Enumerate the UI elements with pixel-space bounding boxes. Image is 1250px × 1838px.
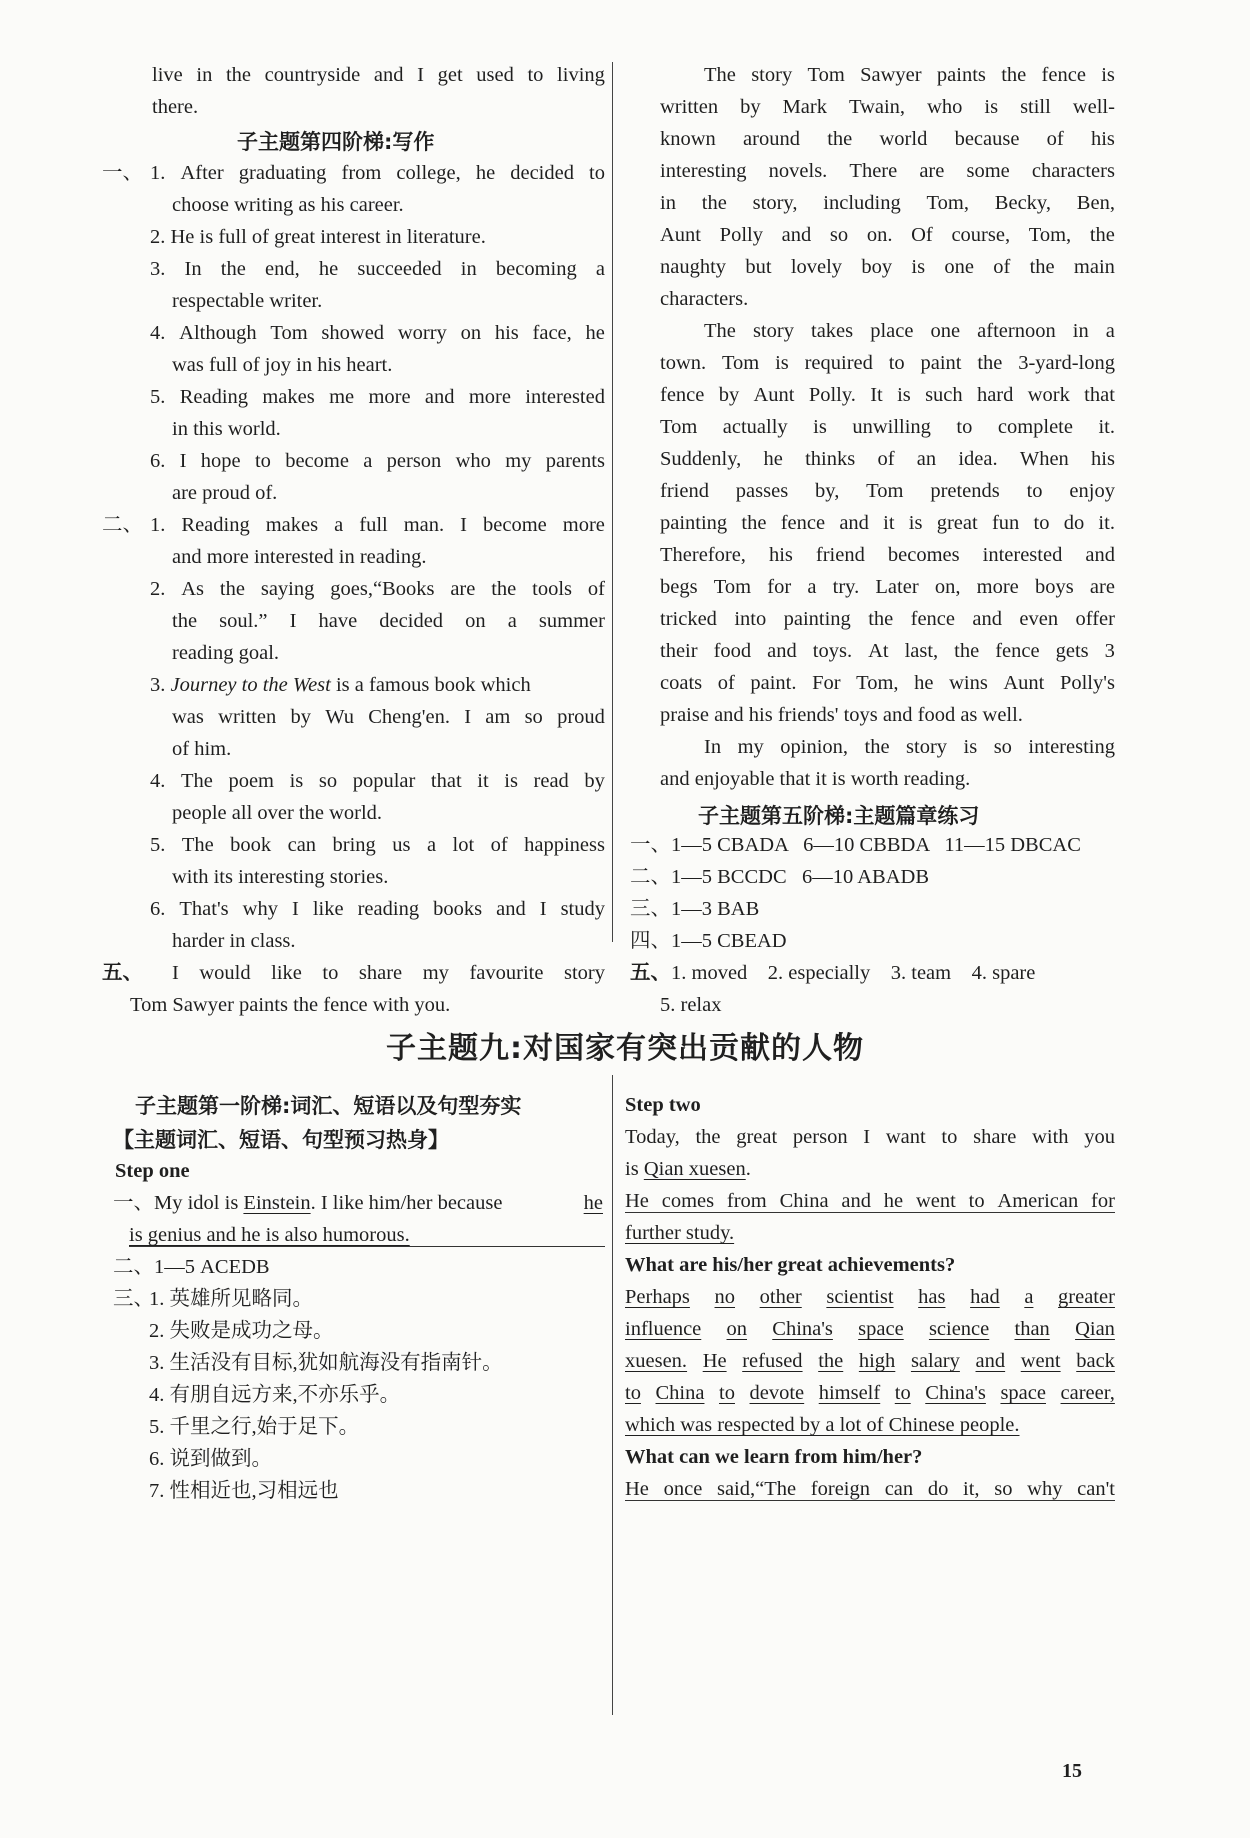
answer-row-2: 二、1—5 BCCDC 6—10 ABADB <box>630 866 930 888</box>
q3-item-1: 1. 英雄所见略同。 <box>149 1288 313 1310</box>
para2-line: painting the fence and it is great fun to do it. <box>660 512 1115 534</box>
bottom-left-column <box>115 1090 605 1730</box>
para2-line: praise and his friends' toys and food as well. <box>660 704 1023 726</box>
continued-text-line: live in the countryside and I get used to living <box>152 64 605 86</box>
part1-item-6-line1: 6. I hope to become a person who my parents <box>150 450 605 472</box>
part1-item-6-line2: are proud of. <box>172 482 278 504</box>
answer-row-3: 三、1—3 BAB <box>630 898 760 920</box>
top-right-column <box>630 60 1115 1060</box>
part1-item-5-line1: 5. Reading makes me more and more interested <box>150 386 605 408</box>
column-divider-top <box>612 62 613 942</box>
part2-item-4-line1: 4. The poem is so popular that it is read by <box>150 770 605 792</box>
question-learn: What can we learn from him/her? <box>625 1446 923 1468</box>
q3-item-6: 6. 说到做到。 <box>149 1448 272 1470</box>
answer-row-5: 五、1. moved 2. especially 3. team 4. spare <box>630 962 1036 984</box>
achievement-line: influence on China's space science than Qian <box>625 1318 1115 1340</box>
para2-line: coats of paint. For Tom, he wins Aunt Polly's <box>660 672 1115 694</box>
para1-line: naughty but lovely boy is one of the main <box>660 256 1115 278</box>
question-achievements: What are his/her great achievements? <box>625 1254 956 1276</box>
para2-line: begs Tom for a try. Later on, more boys are <box>660 576 1115 598</box>
q3-item-5: 5. 千里之行,始于足下。 <box>149 1416 360 1438</box>
q1-line2: is genius and he is also humorous. <box>129 1224 410 1246</box>
answer-row-5-cont: 5. relax <box>660 994 722 1016</box>
part1-label: 一、 <box>102 162 143 184</box>
part2-item-6-line1: 6. That's why I like reading books and I study <box>150 898 605 920</box>
warmup-title: 【主题词汇、短语、句型预习热身】 <box>113 1128 449 1152</box>
learn-line1: He once said,“The foreign can do it, so why can't <box>625 1478 1115 1500</box>
achievement-line: which was respected by a lot of Chinese people. <box>625 1414 1020 1436</box>
para1-line: in the story, including Tom, Becky, Ben, <box>660 192 1115 214</box>
para2-line: fence by Aunt Polly. It is such hard work that <box>660 384 1115 406</box>
part2-label: 二、 <box>102 514 143 536</box>
step-two-line2: is Qian xuesen. <box>625 1158 751 1180</box>
q3-item-4: 4. 有朋自远方来,不亦乐乎。 <box>149 1384 401 1406</box>
part2-item-4-line2: people all over the world. <box>172 802 383 824</box>
para2-line: Suddenly, he thinks of an idea. When his <box>660 448 1115 470</box>
step-two-line1: Today, the great person I want to share with you <box>625 1126 1115 1148</box>
stage5-title: 子主题第五阶梯:主题篇章练习 <box>698 804 980 828</box>
part2-item-3-line1: 3. Journey to the West is a famous book which <box>150 674 531 696</box>
part2-item-6-line2: harder in class. <box>172 930 296 952</box>
part1-item-5-line2: in this world. <box>172 418 281 440</box>
stage1-title: 子主题第一阶梯:词汇、短语以及句型夯实 <box>135 1094 522 1118</box>
para2-line: tricked into painting the fence and even offer <box>660 608 1115 630</box>
part2-item-5-line1: 5. The book can bring us a lot of happiness <box>150 834 605 856</box>
para1-line: known around the world because of his <box>660 128 1115 150</box>
part2-item-5-line2: with its interesting stories. <box>172 866 389 888</box>
part5-label: 五、 <box>102 962 143 984</box>
para1-line: written by Mark Twain, who is still well- <box>660 96 1115 118</box>
para3-line: and enjoyable that it is worth reading. <box>660 768 971 790</box>
para1-line: characters. <box>660 288 749 310</box>
para2-line: town. Tom is required to paint the 3-yard-long <box>660 352 1115 374</box>
para1-line: interesting novels. There are some characters <box>660 160 1115 182</box>
stage4-title: 子主题第四阶梯:写作 <box>237 130 435 154</box>
answer-row-4: 四、1—5 CBEAD <box>630 930 787 952</box>
answer-row-1: 一、1—5 CBADA 6—10 CBBDA 11—15 DBCAC <box>630 834 1081 856</box>
part1-item-3-line2: respectable writer. <box>172 290 323 312</box>
part1-item-4-line2: was full of joy in his heart. <box>172 354 393 376</box>
q1-underline <box>129 1246 605 1247</box>
learn-underline <box>625 1500 1115 1501</box>
para2-line: Therefore, his friend becomes interested and <box>660 544 1115 566</box>
top-left-column <box>102 60 605 1150</box>
part2-item-1-line1: 1. Reading makes a full man. I become more <box>150 514 605 536</box>
part2-item-3-line3: of him. <box>172 738 232 760</box>
part5-line1: I would like to share my favourite story <box>172 962 605 984</box>
q3-label: 三、 <box>113 1288 154 1310</box>
part1-item-1-line2: choose writing as his career. <box>172 194 404 216</box>
q3-item-2: 2. 失败是成功之母。 <box>149 1320 334 1342</box>
page-number: 15 <box>1062 1760 1082 1782</box>
answer-einstein: Einstein <box>243 1192 311 1214</box>
q2-line: 二、1—5 ACEDB <box>113 1256 270 1278</box>
para2-line: Tom actually is unwilling to complete it. <box>660 416 1115 438</box>
q3-item-7: 7. 性相近也,习相远也 <box>149 1480 339 1502</box>
continued-text-line: there. <box>152 96 199 118</box>
step-two-line4: further study. <box>625 1222 735 1244</box>
part1-item-2: 2. He is full of great interest in literature. <box>150 226 486 248</box>
part2-item-2-line3: reading goal. <box>172 642 280 664</box>
book-title: Journey to the West <box>170 674 331 696</box>
step-two-line3: He comes from China and he went to American for <box>625 1190 1115 1212</box>
section-title: 子主题九:对国家有突出贡献的人物 <box>386 1031 864 1066</box>
part5-line2: Tom Sawyer paints the fence with you. <box>130 994 451 1016</box>
para3-line: In my opinion, the story is so interesting <box>704 736 1115 758</box>
achievement-line: to China to devote himself to China's space career, <box>625 1382 1115 1404</box>
para2-line: their food and toys. At last, the fence gets 3 <box>660 640 1115 662</box>
part1-item-1-line1: 1. After graduating from college, he decided to <box>150 162 605 184</box>
para2-line: The story takes place one afternoon in a <box>704 320 1115 342</box>
para1-line: The story Tom Sawyer paints the fence is <box>704 64 1115 86</box>
q3-item-3: 3. 生活没有目标,犹如航海没有指南针。 <box>149 1352 503 1374</box>
step-two-label: Step two <box>625 1094 701 1116</box>
part2-item-1-line2: and more interested in reading. <box>172 546 427 568</box>
para2-line: friend passes by, Tom pretends to enjoy <box>660 480 1115 502</box>
part1-item-4-line1: 4. Although Tom showed worry on his face, he <box>150 322 605 344</box>
part1-item-3-line1: 3. In the end, he succeeded in becoming a <box>150 258 605 280</box>
part2-item-3-line2: was written by Wu Cheng'en. I am so proud <box>172 706 605 728</box>
part2-item-2-line1: 2. As the saying goes,“Books are the tools of <box>150 578 605 600</box>
step-one-label: Step one <box>115 1160 190 1182</box>
line3-underline <box>625 1212 1115 1213</box>
answer-he: he <box>583 1192 603 1214</box>
achievement-line: Perhaps no other scientist has had a greater <box>625 1286 1115 1308</box>
column-divider-bottom <box>612 1075 613 1715</box>
answer-qian-xuesen: Qian xuesen <box>643 1158 746 1180</box>
achievement-line: xuesen. He refused the high salary and went back <box>625 1350 1115 1372</box>
q1-line1: 一、My idol is Einstein. I like him/her because he <box>113 1188 603 1218</box>
part2-item-2-line2: the soul.” I have decided on a summer <box>172 610 605 632</box>
para1-line: Aunt Polly and so on. Of course, Tom, the <box>660 224 1115 246</box>
bottom-right-column <box>625 1090 1115 1730</box>
